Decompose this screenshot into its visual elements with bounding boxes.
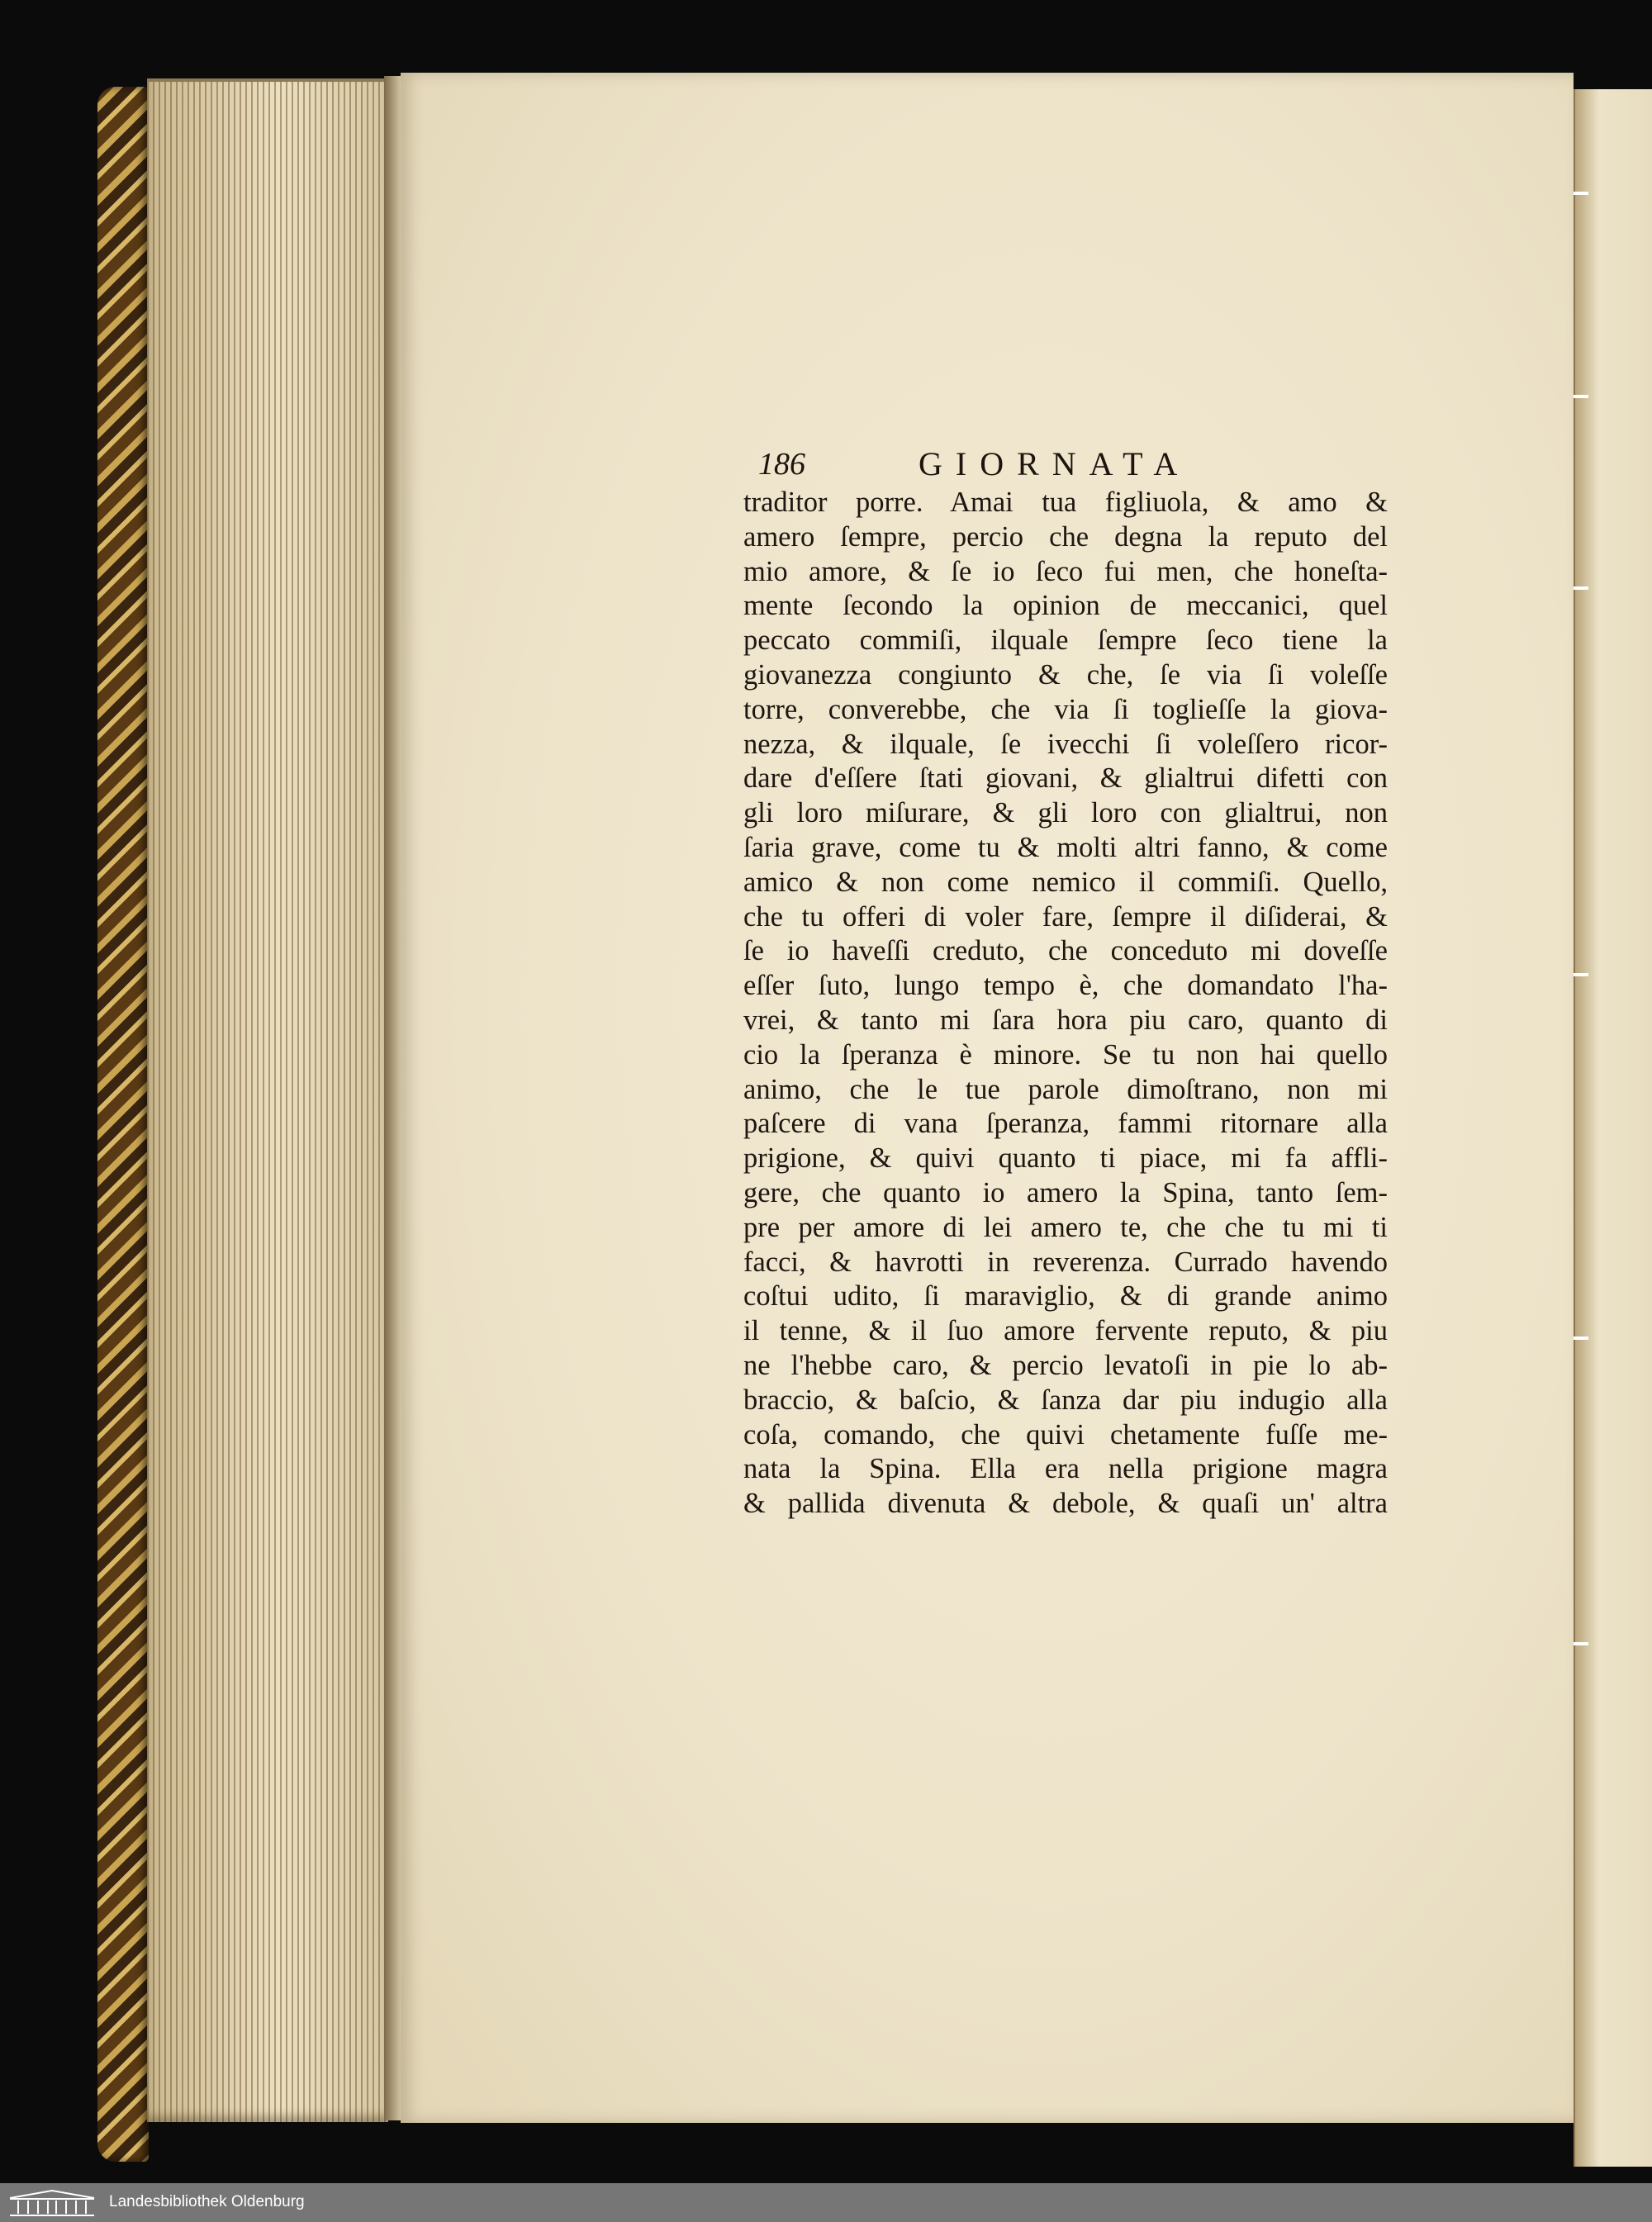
- gilded-spine-edge: [97, 87, 149, 2162]
- binding-stitch: [1574, 192, 1588, 195]
- text-line: & pallida divenuta & debole, & quaſi un' altra: [743, 1488, 1388, 1520]
- text-line: amero ſempre, percio che degna la reputo del: [743, 520, 1388, 553]
- text-line: torre, converebbe, che via ſi toglieſſe la giova-: [743, 693, 1388, 725]
- text-line: mio amore, & ſe io ſeco fui men, che honeſta-: [743, 555, 1388, 587]
- text-line: il tenne, & il ſuo amore fervente reputo, & piu: [743, 1315, 1388, 1347]
- library-building-icon: [7, 2188, 97, 2221]
- footer-bar: [0, 2183, 1652, 2222]
- text-line: ſaria grave, come tu & molti altri fanno, & come: [743, 831, 1388, 863]
- text-line: eſſer ſuto, lungo tempo è, che domandato l'ha-: [743, 970, 1388, 1002]
- text-line: dare d'eſſere ſtati giovani, & glialtrui difetti con: [743, 762, 1388, 795]
- text-line: nezza, & ilquale, ſe ivecchi ſi voleſſero ricor-: [743, 728, 1388, 760]
- text-line: ſe io haveſſi creduto, che conceduto mi doveſſe: [743, 935, 1388, 967]
- binding-stitch: [1574, 395, 1588, 398]
- text-line: prigione, & quivi quanto ti piace, mi fa affli-: [743, 1142, 1388, 1175]
- library-name: Landesbibliothek Oldenburg: [109, 2193, 305, 2210]
- binding-stitch: [1574, 1337, 1588, 1340]
- text-line: giovanezza congiunto & che, ſe via ſi voleſſe: [743, 658, 1388, 691]
- text-line: nata la Spina. Ella era nella prigione magra: [743, 1453, 1388, 1485]
- page-header: [758, 446, 1353, 482]
- text-line: ne l'hebbe caro, & percio levatoſi in pie lo ab-: [743, 1349, 1388, 1381]
- body-text: [743, 486, 1388, 1522]
- binding-stitch: [1574, 973, 1588, 976]
- text-line: coſtui udito, ſi maraviglio, & di grande animo: [743, 1280, 1388, 1313]
- text-line: facci, & havrotti in reverenza. Currado havendo: [743, 1246, 1388, 1278]
- text-line: vrei, & tanto mi ſara hora piu caro, quanto di: [743, 1004, 1388, 1036]
- page-number: 186: [758, 447, 805, 482]
- page-gutter: [384, 76, 402, 2120]
- binding-stitch: [1574, 1642, 1588, 1645]
- running-head: GIORNATA: [919, 445, 1191, 482]
- text-line: paſcere di vana ſperanza, fammi ritornare alla: [743, 1108, 1388, 1140]
- binding-stitch: [1574, 586, 1588, 590]
- text-line: mente ſecondo la opinion de meccanici, quel: [743, 590, 1388, 622]
- text-line: traditor porre. Amai tua figliuola, & amo &: [743, 487, 1388, 518]
- text-line: amico & non come nemico il commiſi. Quello,: [743, 866, 1388, 898]
- text-line: gli loro miſurare, & gli loro con glialtrui, non: [743, 797, 1388, 829]
- text-line: peccato commiſi, ilquale ſempre ſeco tiene la: [743, 624, 1388, 657]
- page-edges: [147, 78, 388, 2122]
- text-line: cio la ſperanza è minore. Se tu non hai quello: [743, 1038, 1388, 1071]
- facing-page-edge: [1574, 89, 1652, 2167]
- text-line: braccio, & baſcio, & ſanza dar piu indugio alla: [743, 1384, 1388, 1416]
- text-line: animo, che le tue parole dimoſtrano, non mi: [743, 1073, 1388, 1105]
- text-line: coſa, comando, che quivi chetamente fuſſe me-: [743, 1418, 1388, 1450]
- text-line: che tu offeri di voler fare, ſempre il diſiderai, &: [743, 900, 1388, 933]
- text-line: gere, che quanto io amero la Spina, tanto ſem-: [743, 1176, 1388, 1208]
- text-line: pre per amore di lei amero te, che che tu mi ti: [743, 1211, 1388, 1243]
